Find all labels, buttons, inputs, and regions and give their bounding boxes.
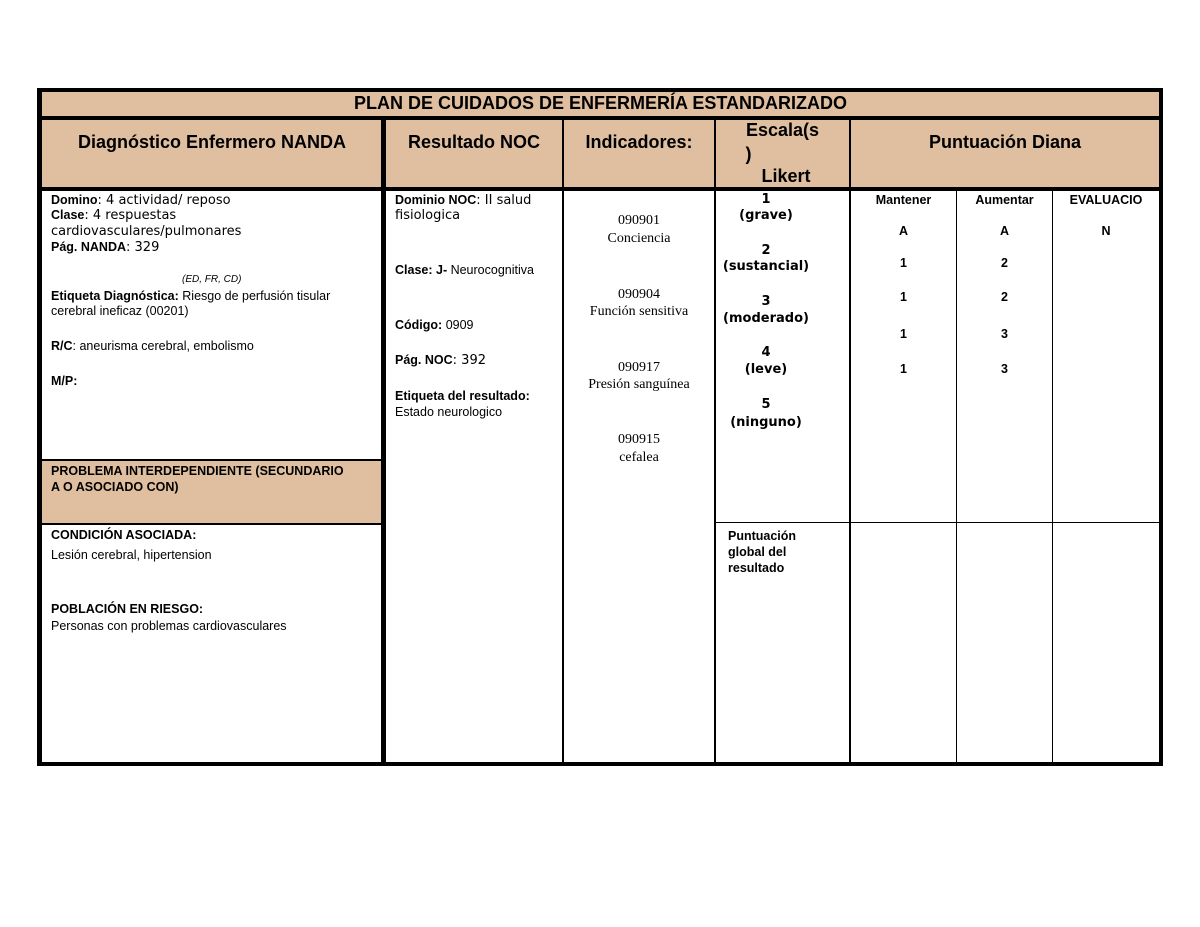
diana-mantener-value: 1	[900, 362, 907, 376]
diana-evaluacion-label: EVALUACIO	[1069, 193, 1143, 207]
noc-clase: Clase: J- Neurocognitiva	[395, 263, 534, 277]
rule-below-title	[37, 116, 1163, 120]
rule-above-problema	[42, 459, 382, 461]
indicador-code: 090915	[618, 432, 660, 447]
likert-number: 5	[761, 397, 771, 412]
nanda-clase-2: cardiovasculares/pulmonares	[51, 224, 242, 239]
poblacion-riesgo-value: Personas con problemas cardiovasculares	[51, 619, 287, 633]
care-plan-table	[37, 88, 1163, 766]
page-title: PLAN DE CUIDADOS DE ENFERMERÍA ESTANDARIZADO	[353, 93, 847, 113]
likert-label: (moderado)	[723, 311, 809, 326]
rule-below-header	[37, 187, 1163, 191]
rule-v-mantener	[956, 190, 957, 764]
diana-aumentar-value: 2	[1001, 256, 1008, 270]
poblacion-riesgo-label: POBLACIÓN EN RIESGO:	[51, 602, 204, 616]
noc-pagina: Pág. NOC: 392	[395, 353, 486, 368]
indicador-name: Presión sanguínea	[588, 377, 690, 392]
noc-etiqueta-value: Estado neurologico	[395, 405, 503, 419]
nanda-etiqueta-2: cerebral ineficaz (00201)	[51, 304, 189, 318]
indicador-code: 090917	[618, 360, 660, 375]
noc-dominio-2: fisiologica	[395, 208, 461, 223]
diana-mantener-value: 1	[900, 290, 907, 304]
header-diana: Puntuación Diana	[928, 132, 1081, 152]
header-escala-3: Likert	[761, 166, 811, 186]
rule-likert-global	[715, 522, 1160, 523]
nanda-mp: M/P:	[51, 374, 78, 388]
header-escala-1: Escala(s	[745, 120, 820, 140]
noc-etiqueta-label: Etiqueta del resultado:	[395, 389, 530, 403]
indicador-code: 090901	[618, 213, 660, 228]
likert-number: 3	[761, 294, 771, 309]
condicion-asociada-label: CONDICIÓN ASOCIADA:	[51, 528, 197, 542]
nanda-pagina: Pág. NANDA: 329	[51, 240, 160, 255]
rule-v-nanda	[381, 118, 386, 764]
rule-below-problema	[42, 523, 382, 525]
puntuacion-global-line: global del	[728, 545, 787, 559]
diana-aumentar-value: 3	[1001, 362, 1008, 376]
border-top	[37, 88, 1163, 92]
indicador-name: Función sensitiva	[589, 304, 689, 319]
nanda-etiqueta: Etiqueta Diagnóstica: Riesgo de perfusión tisular	[51, 289, 331, 303]
border-bottom	[37, 762, 1163, 766]
likert-label: (sustancial)	[722, 259, 810, 274]
diana-mantener-value: 1	[900, 327, 907, 341]
likert-number: 4	[761, 345, 771, 360]
likert-label: (grave)	[739, 208, 793, 223]
header-nanda: Diagnóstico Enfermero NANDA	[77, 132, 347, 152]
nanda-rc: R/C: aneurisma cerebral, embolismo	[51, 339, 254, 353]
diana-mantener-label: Mantener	[875, 193, 932, 207]
rule-v-escala	[849, 118, 851, 764]
likert-label: (leve)	[744, 362, 788, 377]
likert-number: 1	[761, 192, 771, 207]
indicador-code: 090904	[618, 287, 660, 302]
diana-mantener-value: 1	[900, 256, 907, 270]
diana-aumentar-value: 2	[1001, 290, 1008, 304]
noc-codigo: Código: 0909	[395, 318, 474, 332]
condicion-asociada-value: Lesión cerebral, hipertension	[51, 548, 212, 562]
noc-dominio: Dominio NOC: II salud	[395, 193, 532, 208]
header-escala-2: )	[745, 144, 752, 164]
diana-aumentar-label: Aumentar	[975, 193, 1034, 207]
puntuacion-global-line: resultado	[728, 561, 785, 575]
diana-aumentar-value: 3	[1001, 327, 1008, 341]
rule-v-aumentar	[1052, 190, 1053, 764]
indicador-name: Conciencia	[607, 231, 671, 246]
diana-mantener-a: A	[898, 224, 909, 238]
header-row	[42, 120, 1159, 188]
likert-number: 2	[761, 243, 771, 258]
nanda-clase: Clase: 4 respuestas	[51, 208, 177, 223]
diana-evaluacion-label-2: N	[1101, 224, 1111, 238]
nanda-dominio: Domino: 4 actividad/ reposo	[51, 193, 231, 208]
header-indicadores: Indicadores:	[585, 132, 693, 152]
problema-interdependiente-2: A O ASOCIADO CON)	[51, 480, 179, 494]
nanda-ed-fr-cd: (ED, FR, CD)	[182, 274, 242, 285]
likert-label: (ninguno)	[730, 415, 802, 430]
indicador-name: cefalea	[619, 450, 659, 465]
puntuacion-global-line: Puntuación	[728, 529, 797, 543]
header-noc: Resultado NOC	[407, 132, 540, 152]
problema-interdependiente-1: PROBLEMA INTERDEPENDIENTE (SECUNDARIO	[51, 464, 344, 478]
diana-aumentar-a: A	[999, 224, 1010, 238]
